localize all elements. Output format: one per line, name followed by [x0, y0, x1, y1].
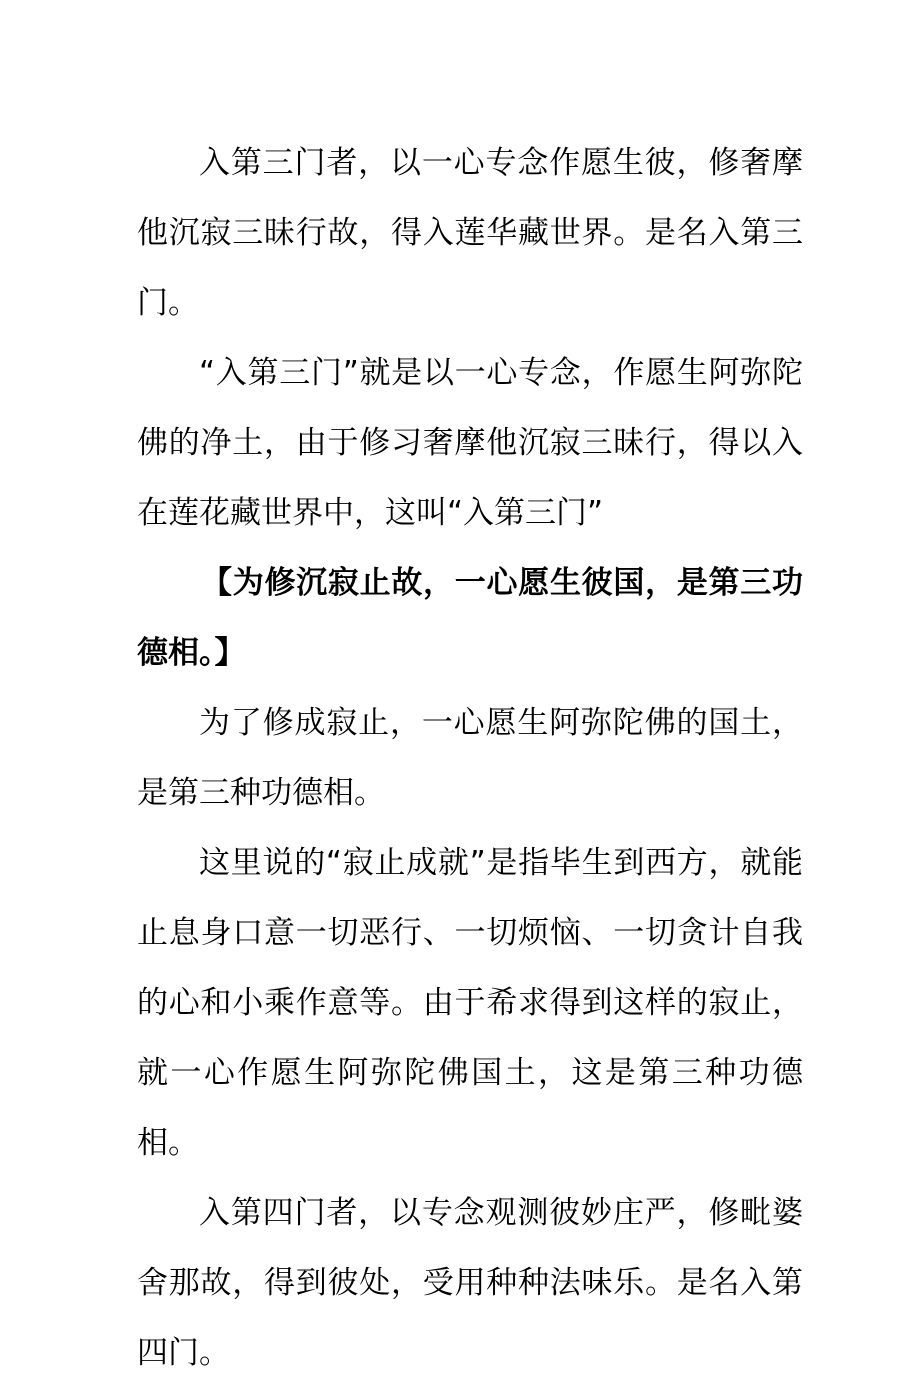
paragraph-third-merit-heading: 【为修沉寂止故，一心愿生彼国，是第三功德相。】 [137, 565, 803, 671]
document-body [137, 128, 803, 1388]
paragraph-third-gate-sutra: 入第三门者，以一心专念作愿生彼，修奢摩他沉寂三昧行故，得入莲华藏世界。是名入第三门。 [137, 145, 803, 321]
paragraph-tranquility-explanation: 这里说的“寂止成就”是指毕生到西方，就能止息身口意一切恶行、一切烦恼、一切贪计自我的心和小乘作意等。由于希求得到这样的寂止，就一心作愿生阿弥陀佛国土，这是第三种功德相。 [137, 845, 803, 1161]
paragraph-third-gate-explanation: “入第三门”就是以一心专念，作愿生阿弥陀佛的净土，由于修习奢摩他沉寂三昧行，得以入在莲花藏世界中，这叫“入第三门” [137, 355, 803, 531]
paragraph-fourth-gate-sutra: 入第四门者，以专念观测彼妙庄严，修毗婆舍那故，得到彼处，受用种种法味乐。是名入第四门。 [137, 1195, 803, 1371]
paragraph-third-merit-explanation: 为了修成寂止，一心愿生阿弥陀佛的国土，是第三种功德相。 [137, 705, 803, 811]
